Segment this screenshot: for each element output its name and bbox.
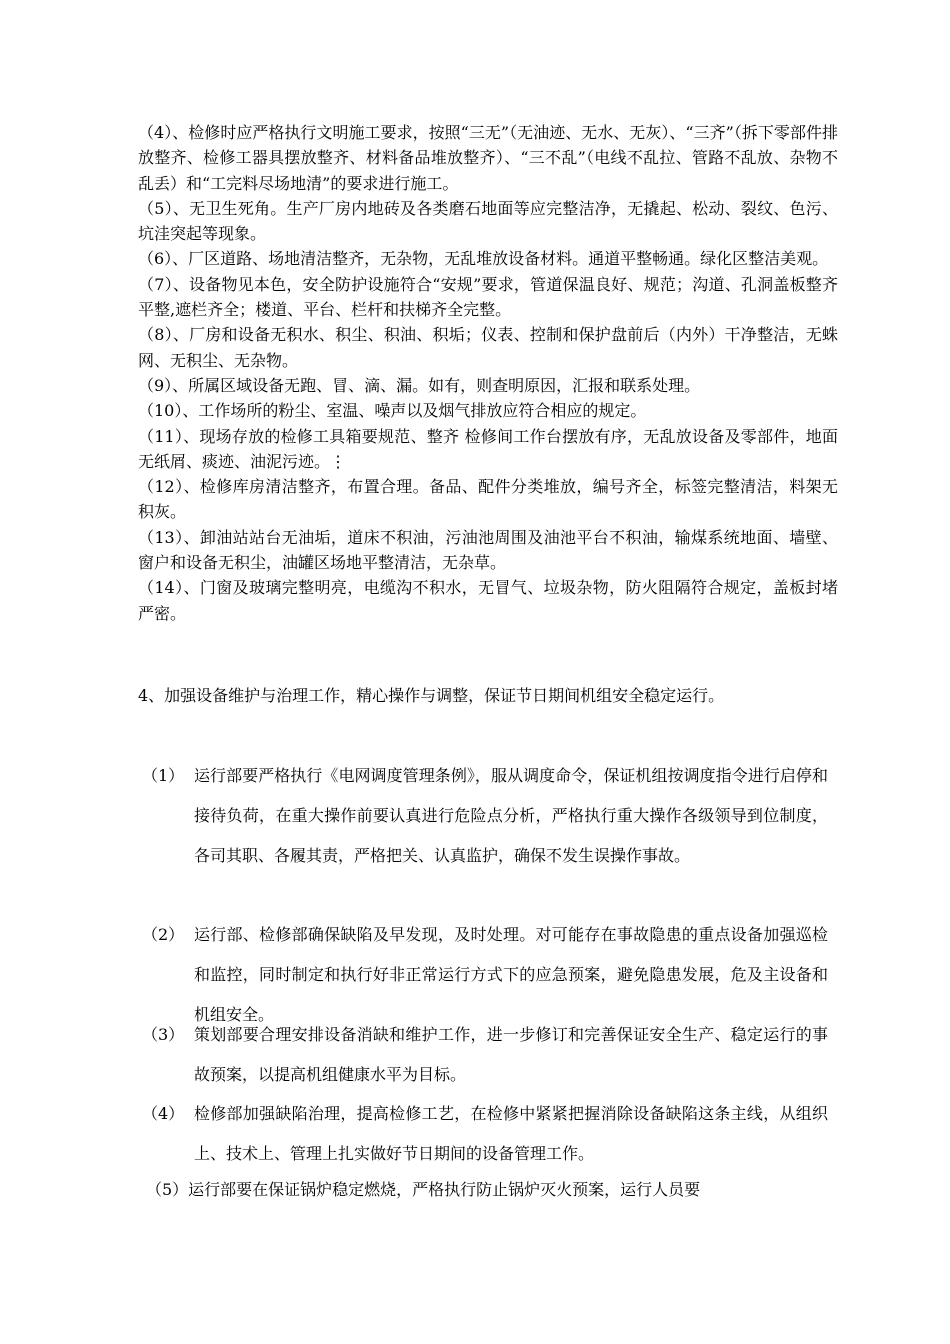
numbered-item-3 [138, 1015, 828, 1095]
paragraph-item-6: （6）、厂区道路、场地清洁整齐，无杂物，无乱堆放设备材料。通道平整畅通。绿化区整洁美观。 [138, 249, 829, 269]
item-number: （2） [142, 925, 185, 944]
numbered-item-1 [138, 756, 828, 876]
item-text: 运行部、检修部确保缺陷及早发现，及时处理。对可能存在事故隐患的重点设备加强巡检和监控，同时制定和执行好非正常运行方式下的应急预案，避免隐患发展，危及主设备和机组安全。 [194, 925, 828, 1024]
item-number: （3） [142, 1025, 185, 1044]
paragraph-item-11: （11）、现场存放的检修工具箱要规范、整齐 检修间工作台摆放有序，无乱放设备及零部件，地面无纸屑、痰迹、油泥污迹。⋮ [138, 426, 838, 471]
paragraph-item-9: （9）、所属区域设备无跑、冒、滴、漏。如有，则查明原因，汇报和联系处理。 [138, 375, 701, 395]
paragraph-item-4: （4）、检修时应严格执行文明施工要求，按照“三无”（无油迹、无水、无灰）、“三齐”（拆下零部件排放整齐、检修工器具摆放整齐、材料备品堆放整齐）、“三不乱”（电线不乱拉、管路不乱放、杂物不乱丢）和“工完料尽场地清”的要求进行施工。 [138, 123, 838, 193]
maintenance-requirements-list [138, 120, 838, 626]
numbered-item-4 [138, 1094, 828, 1174]
paragraph-item-12: （12）、检修库房清洁整齐，布置合理。备品、配件分类堆放，编号齐全，标签完整清洁，料架无积灰。 [138, 477, 838, 522]
paragraph-item-14: （14）、门窗及玻璃完整明亮，电缆沟不积水，无冒气、垃圾杂物，防火阻隔符合规定，盖板封堵严密。 [138, 578, 838, 623]
paragraph-item-13: （13）、卸油站站台无油垢，道床不积油，污油池周围及油池平台不积油，输煤系统地面、墙壁、窗户和设备无积尘，油罐区场地平整清洁，无杂草。 [138, 527, 838, 573]
paragraph-item-7: （7）、设备物见本色，安全防护设施符合“安规”要求，管道保温良好、规范；沟道、孔洞盖板整齐平整,遮栏齐全；楼道、平台、栏杆和扶梯齐全完整。 [138, 274, 838, 320]
numbered-item-5: （5）运行部要在保证锅炉稳定燃烧，严格执行防止锅炉灭火预案，运行人员要 [146, 1180, 701, 1199]
paragraph-item-10: （10）、工作场所的粉尘、室温、噪声以及烟气排放应符合相应的规定。 [138, 401, 647, 421]
item-text: 运行部要严格执行《电网调度管理条例》，服从调度命令，保证机组按调度指令进行启停和接待负荷，在重大操作前要认真进行危险点分析，严格执行重大操作各级领导到位制度，各司其职、各履其责，严格把关、认真监护，确保不发生误操作事故。 [194, 766, 828, 865]
section-4-heading: 4、加强设备维护与治理工作，精心操作与调整，保证节日期间机组安全稳定运行。 [138, 686, 725, 705]
item-text: 检修部加强缺陷治理，提高检修工艺，在检修中紧紧把握消除设备缺陷这条主线，从组织上、技术上、管理上扎实做好节日期间的设备管理工作。 [194, 1104, 828, 1163]
item-text: 策划部要合理安排设备消缺和维护工作，进一步修订和完善保证安全生产、稳定运行的事故预案，以提高机组健康水平为目标。 [194, 1025, 828, 1084]
item-number: （4） [142, 1104, 185, 1123]
paragraph-item-5: （5）、无卫生死角。生产厂房内地砖及各类磨石地面等应完整洁净，无撬起、松动、裂纹、色污、坑洼突起等现象。 [138, 198, 838, 244]
paragraph-item-8: （8）、厂房和设备无积水、积尘、积油、积垢；仪表、控制和保护盘前后（内外）干净整洁，无蛛网、无积尘、无杂物。 [138, 325, 838, 370]
item-number: （1） [142, 766, 185, 785]
